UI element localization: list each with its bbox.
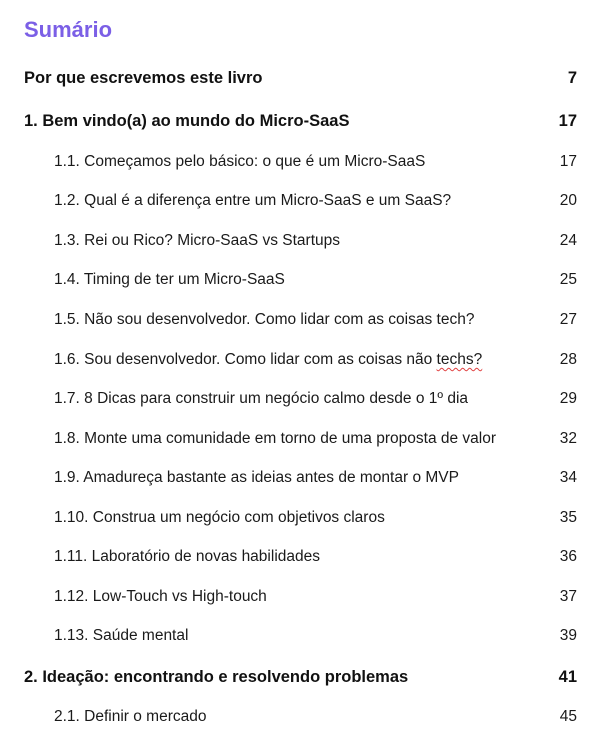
toc-entry[interactable] — [24, 588, 577, 606]
toc-entry-page: 39 — [559, 627, 577, 644]
toc-entry-label: 1. Bem vindo(a) ao mundo do Micro-SaaS — [24, 112, 350, 130]
toc-entry[interactable] — [24, 351, 577, 369]
toc-entry[interactable] — [24, 668, 577, 687]
toc-entry[interactable] — [24, 69, 577, 88]
toc-entry[interactable] — [24, 311, 577, 329]
toc-entry[interactable] — [24, 708, 577, 726]
toc-entry-page: 17 — [559, 153, 577, 170]
toc-entry-page: 17 — [558, 112, 577, 130]
page-title: Sumário — [24, 17, 113, 42]
toc-entry-page: 41 — [558, 668, 577, 686]
toc-entry[interactable] — [24, 112, 577, 131]
toc-entry-label: 1.3. Rei ou Rico? Micro-SaaS vs Startups — [54, 232, 341, 249]
toc-entry-label: 2. Ideação: encontrando e resolvendo problemas — [24, 668, 409, 686]
toc-entry-page: 37 — [559, 588, 577, 605]
toc-entry-label: 1.7. 8 Dicas para construir um negócio calmo desde o 1º dia — [54, 390, 469, 407]
toc-entry[interactable] — [24, 548, 577, 566]
toc-entry-label: 1.10. Construa um negócio com objetivos claros — [54, 509, 385, 526]
spellcheck-underlined-word: techs? — [436, 351, 483, 368]
toc-entry-page: 34 — [559, 469, 577, 486]
toc-entry-label: 1.1. Começamos pelo básico: o que é um Micro-SaaS — [54, 153, 426, 170]
toc-entry-page: 24 — [559, 232, 577, 249]
toc-entry-page: 35 — [559, 509, 577, 526]
toc-entry[interactable] — [24, 153, 577, 171]
toc-entry[interactable] — [24, 627, 577, 645]
toc-entry-label: 1.4. Timing de ter um Micro-SaaS — [54, 271, 285, 288]
toc-entry[interactable] — [24, 469, 577, 487]
toc-entry-page: 32 — [559, 430, 577, 447]
toc-entry-page: 7 — [567, 69, 577, 87]
toc-entry[interactable] — [24, 232, 577, 250]
toc-entry-label-text: 1.6. Sou desenvolvedor. Como lidar com as coisas não — [54, 351, 437, 368]
toc-entry-page: 45 — [559, 708, 577, 725]
toc-entry-label: 1.8. Monte uma comunidade em torno de uma proposta de valor — [54, 430, 497, 447]
toc-entry-page: 29 — [559, 390, 577, 407]
toc-entry-label: 1.5. Não sou desenvolvedor. Como lidar com as coisas tech? — [54, 311, 475, 328]
toc-entry-label: 1.2. Qual é a diferença entre um Micro-SaaS e um SaaS? — [54, 192, 452, 209]
toc-entry-label: 1.11. Laboratório de novas habilidades — [54, 548, 320, 565]
toc-entry-label: 1.12. Low-Touch vs High-touch — [54, 588, 267, 605]
toc-entry-page: 28 — [559, 351, 577, 368]
toc-entry[interactable] — [24, 430, 577, 448]
toc-entry-page: 27 — [559, 311, 577, 328]
toc-entry-label: Por que escrevemos este livro — [24, 69, 263, 87]
toc-entry-label: 1.13. Saúde mental — [54, 627, 189, 644]
toc-entry-page: 20 — [559, 192, 577, 209]
toc-entry-label — [24, 351, 482, 369]
toc-entry[interactable] — [24, 509, 577, 527]
toc-entry-label: 1.9. Amadureça bastante as ideias antes de montar o MVP — [54, 469, 459, 486]
toc-entry[interactable] — [24, 390, 577, 408]
toc-entry-label: 2.1. Definir o mercado — [54, 708, 207, 725]
toc-entry[interactable] — [24, 271, 577, 289]
toc-entry-page: 36 — [559, 548, 577, 565]
toc-entry[interactable] — [24, 192, 577, 210]
toc-entry-page: 25 — [559, 271, 577, 288]
